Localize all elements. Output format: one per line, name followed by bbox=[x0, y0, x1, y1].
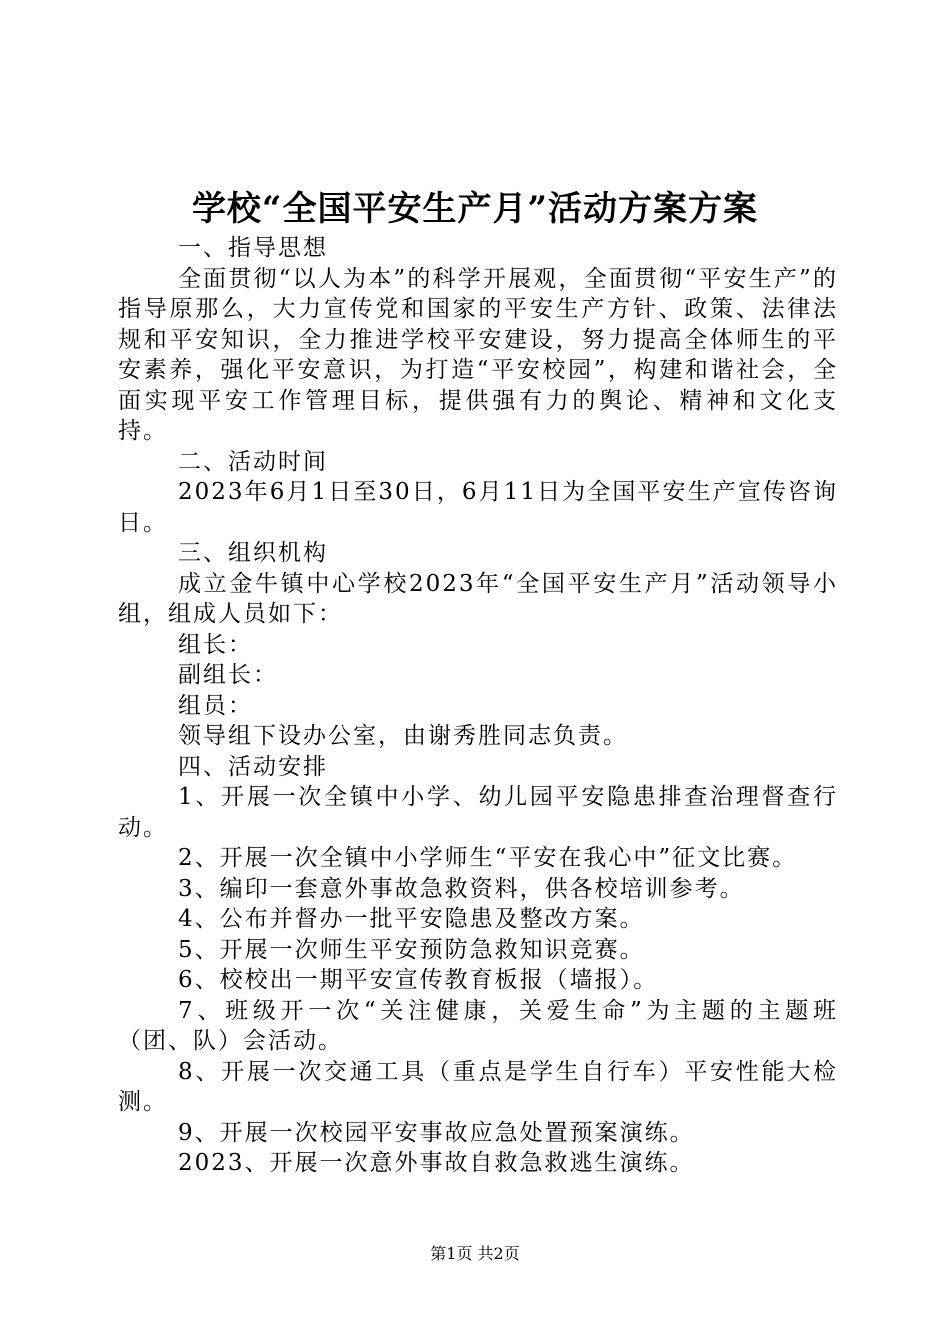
line-team-members: 组员： bbox=[178, 692, 253, 719]
list-item: 8、开展一次交通工具（重点是学生自行车）平安性能大检测。 bbox=[118, 1058, 838, 1115]
list-item: 2023、开展一次意外事故自救急救逃生演练。 bbox=[178, 1150, 695, 1176]
section-heading-activity-time: 二、活动时间 bbox=[178, 448, 328, 475]
section-heading-organization: 三、组织机构 bbox=[178, 540, 328, 566]
document-title: 学校“全国平安生产月”活动方案方案 bbox=[191, 189, 759, 229]
document-body bbox=[118, 233, 838, 1179]
section-heading-guiding-thought: 一、指导思想 bbox=[178, 235, 328, 261]
line-deputy-leader: 副组长： bbox=[178, 662, 278, 688]
page-footer: 第1页 共2页 bbox=[430, 1244, 520, 1263]
list-item: 4、公布并督办一批平安隐患及整改方案。 bbox=[178, 906, 645, 932]
list-item: 5、开展一次师生平安预防急救知识竞赛。 bbox=[178, 936, 645, 963]
paragraph-activity-time: 2023年6月1日至30日，6月11日为全国平安生产宣传咨询日。 bbox=[118, 479, 838, 536]
paragraph-office: 领导组下设办公室，由谢秀胜同志负责。 bbox=[178, 723, 628, 749]
list-item: 9、开展一次校园平安事故应急处置预案演练。 bbox=[178, 1119, 695, 1146]
line-team-leader: 组长： bbox=[178, 631, 253, 658]
paragraph-organization: 成立金牛镇中心学校2023年“全国平安生产月”活动领导小组，组成人员如下： bbox=[118, 570, 838, 627]
list-item: 2、开展一次全镇中小学师生“平安在我心中”征文比赛。 bbox=[178, 845, 798, 871]
list-item: 3、编印一套意外事故急救资料，供各校培训参考。 bbox=[178, 875, 745, 902]
list-item: 6、校校出一期平安宣传教育板报（墙报）。 bbox=[178, 967, 659, 993]
paragraph-guiding-thought: 全面贯彻“以人为本”的科学开展观，全面贯彻“平安生产”的指导原那么，大力宣传党和国家的平安生产方针、政策、法律法规和平安知识，全力推进学校平安建设，努力提高全体师生的平安素养，强化平安意识，为打造“平安校园”，构建和谐社会，全面实现平安工作管理目标，提供强有力的舆论、精神和文化支持。 bbox=[118, 265, 838, 444]
list-item: 1、开展一次全镇中小学、幼儿园平安隐患排查治理督查行动。 bbox=[118, 784, 838, 841]
section-heading-activity-plan: 四、活动安排 bbox=[178, 753, 328, 780]
list-item: 7、班级开一次“关注健康，关爱生命”为主题的主题班（团、队）会活动。 bbox=[118, 997, 838, 1054]
